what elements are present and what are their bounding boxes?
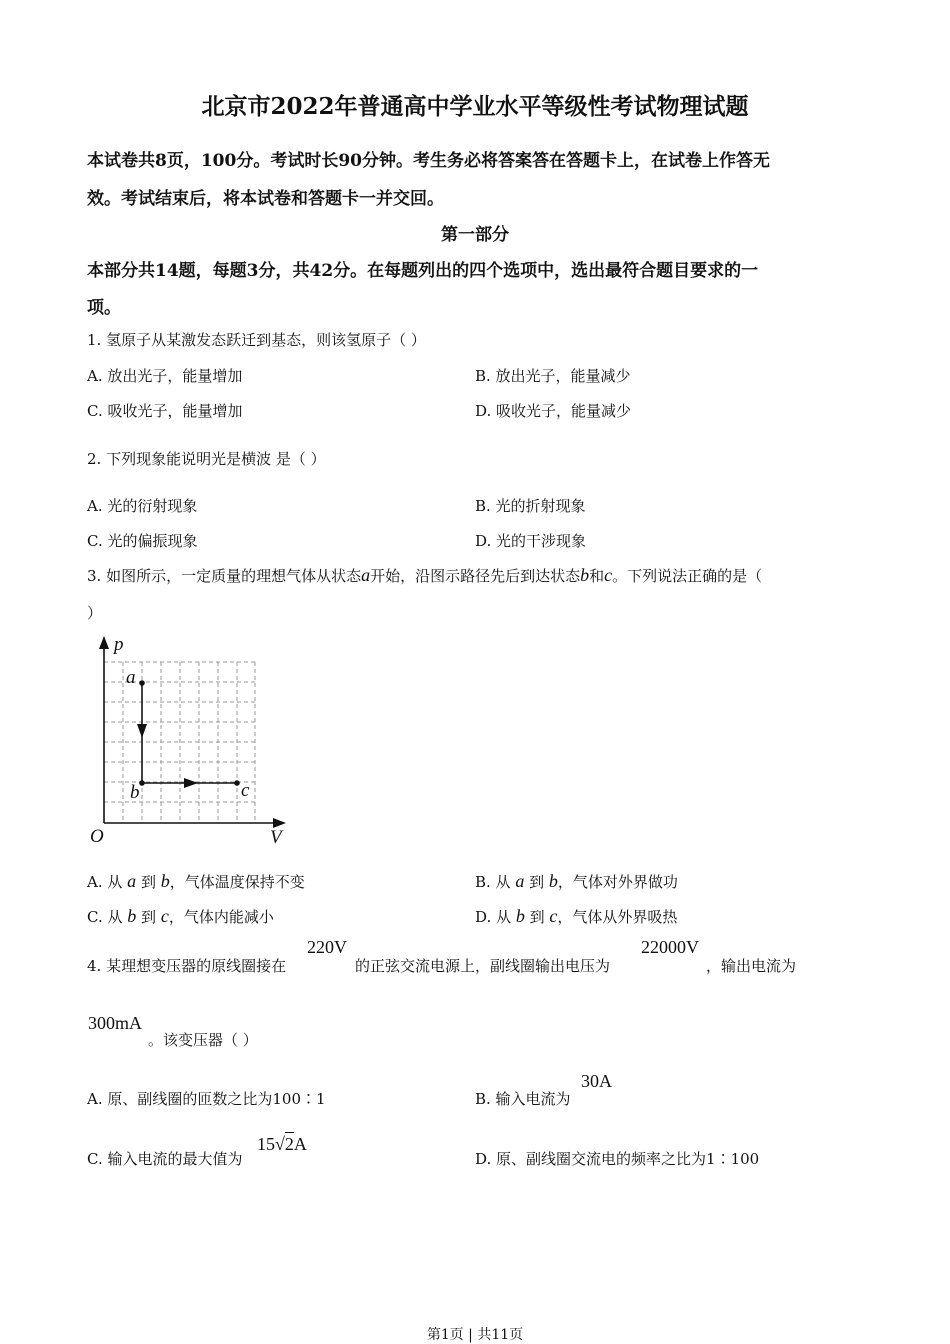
q4-stem-d: 。该变压器（ ） [148, 1031, 258, 1049]
q1-option-c: C. 吸收光子，能量增加 [87, 402, 243, 420]
point-b [139, 780, 145, 786]
q4-option-b-value: 30A [581, 1071, 612, 1091]
q4-option-b: B. 输入电流为 [475, 1090, 571, 1108]
q3-option-d: D. 从 b 到 c，气体从外界吸热 [475, 906, 678, 926]
q3-stem-close: ） [87, 604, 103, 622]
point-a-label: a [126, 667, 136, 688]
q2-option-c: C. 光的偏振现象 [87, 532, 198, 550]
q3-option-a: A. 从 a 到 b，气体温度保持不变 [87, 871, 305, 891]
origin-label: O [90, 826, 104, 847]
q4-stem-a: 4. 某理想变压器的原线圈接在 [87, 957, 287, 975]
q4-stem-b: 的正弦交流电源上，副线圈输出电压为 [355, 957, 611, 975]
q1-option-b: B. 放出光子，能量减少 [475, 367, 631, 385]
point-c-label: c [241, 780, 250, 801]
point-a [139, 680, 145, 686]
q1-option-d: D. 吸收光子，能量减少 [475, 402, 632, 420]
v-axis-label: V [270, 827, 282, 848]
q4-option-c: C. 输入电流的最大值为 [87, 1150, 243, 1168]
q4-value-22000v: 22000V [641, 937, 699, 957]
q3-option-c: C. 从 b 到 c，气体内能减小 [87, 906, 274, 926]
q2-option-a: A. 光的衍射现象 [87, 497, 198, 515]
intro-line-2: 效。考试结束后，将本试卷和答题卡一并交回。 [87, 189, 444, 209]
point-c [234, 780, 240, 786]
point-b-label: b [130, 782, 140, 803]
section-heading: 第一部分 [441, 225, 509, 245]
page-title: 北京市2022年普通高中学业水平等级性考试物理试题 [201, 93, 749, 120]
q2-option-b: B. 光的折射现象 [475, 497, 586, 515]
q4-value-220v: 220V [307, 937, 347, 957]
section-desc-line-1: 本部分共14题，每题3分，共42分。在每题列出的四个选项中，选出最符合题目要求的一 [87, 261, 759, 281]
pv-diagram [84, 632, 294, 852]
q3-option-b: B. 从 a 到 b，气体对外界做功 [475, 871, 678, 891]
q2-stem: 2. 下列现象能说明光是横波 是（ ） [87, 450, 326, 468]
q2-option-d: D. 光的干涉现象 [475, 532, 587, 550]
p-axis-label: p [114, 634, 124, 655]
q4-option-d: D. 原、副线圈交流电的频率之比为1∶100 [475, 1150, 760, 1168]
q4-value-300ma: 300mA [88, 1013, 142, 1033]
arrow-b-to-c [184, 778, 198, 788]
page-footer: 第1页 | 共11页 [426, 1327, 524, 1343]
q4-option-c-value: 15√2A [257, 1134, 307, 1154]
p-axis-arrow [99, 636, 109, 649]
q1-stem: 1. 氢原子从某激发态跃迁到基态，则该氢原子（ ） [87, 331, 426, 349]
arrow-a-to-b [137, 724, 147, 738]
intro-line-1: 本试卷共8页，100分。考试时长90分钟。考生务必将答案答在答题卡上，在试卷上作答无 [87, 151, 770, 171]
q3-stem: 3. 如图所示，一定质量的理想气体从状态a开始，沿图示路径先后到达状态b和c。下列说法正确的是（ [87, 565, 763, 585]
sqrt-sign-icon: √ [275, 1134, 285, 1154]
q1-option-a: A. 放出光子，能量增加 [87, 367, 243, 385]
section-desc-line-2: 项。 [87, 298, 121, 318]
q4-option-a: A. 原、副线圈的匝数之比为100∶1 [87, 1090, 326, 1108]
q4-stem-c: ，输出电流为 [706, 957, 797, 975]
